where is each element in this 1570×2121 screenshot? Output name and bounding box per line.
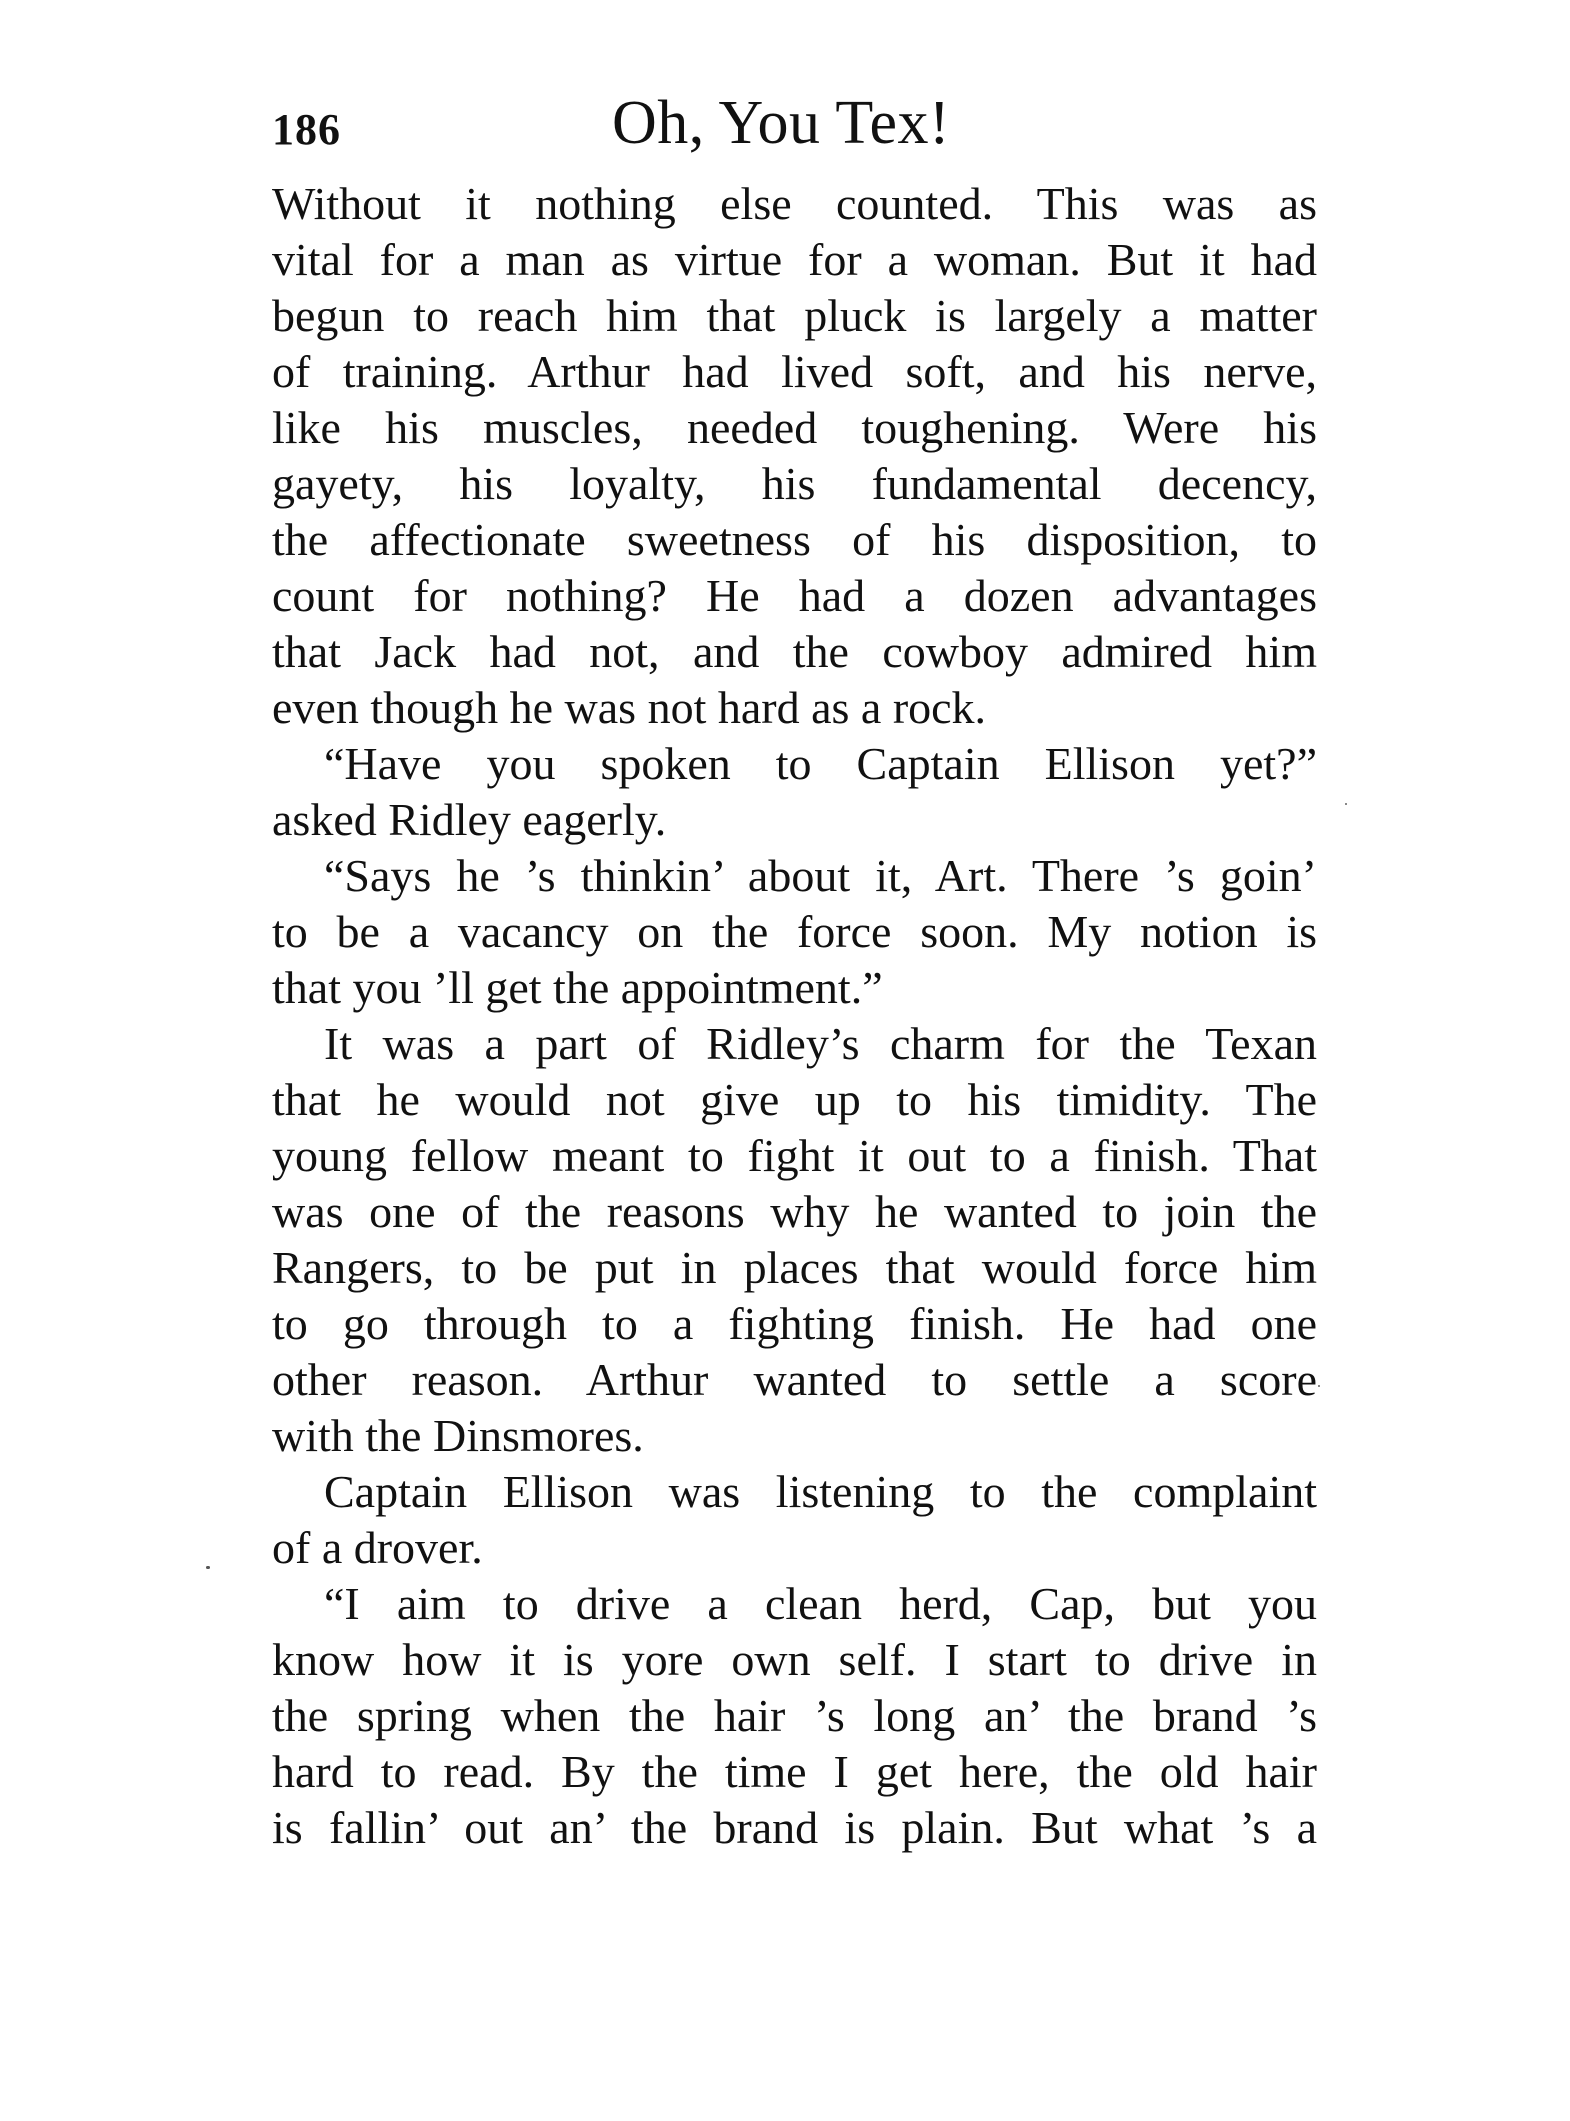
text-line: other reason. Arthur wanted to settle a score bbox=[272, 1354, 1317, 1405]
text-line: of a drover. bbox=[272, 1522, 483, 1573]
text-line: asked Ridley eagerly. bbox=[272, 794, 667, 845]
text-line: “Have you spoken to Captain Ellison yet?” bbox=[324, 738, 1317, 789]
print-speck bbox=[206, 1566, 210, 1569]
text-line: gayety, his loyalty, his fundamental decency, bbox=[272, 458, 1317, 509]
text-line: of training. Arthur had lived soft, and his nerve, bbox=[272, 346, 1317, 397]
text-line: that you ’ll get the appointment.” bbox=[272, 962, 883, 1013]
text-line: know how it is yore own self. I start to drive in bbox=[272, 1634, 1317, 1685]
text-line: even though he was not hard as a rock. bbox=[272, 682, 987, 733]
text-line: It was a part of Ridley’s charm for the Texan bbox=[324, 1018, 1317, 1069]
print-speck bbox=[1318, 1385, 1320, 1387]
text-line: to be a vacancy on the force soon. My notion is bbox=[272, 906, 1317, 957]
text-line: “Says he ’s thinkin’ about it, Art. There ’s goin’ bbox=[324, 850, 1317, 901]
text-line: to go through to a fighting finish. He had one bbox=[272, 1298, 1317, 1349]
text-line: young fellow meant to fight it out to a finish. That bbox=[272, 1130, 1317, 1181]
text-line: with the Dinsmores. bbox=[272, 1410, 644, 1461]
text-line: “I aim to drive a clean herd, Cap, but you bbox=[324, 1578, 1317, 1629]
text-line: Captain Ellison was listening to the complaint bbox=[324, 1466, 1317, 1517]
text-line: that Jack had not, and the cowboy admired him bbox=[272, 626, 1317, 677]
text-line: is fallin’ out an’ the brand is plain. But what ’s a bbox=[272, 1802, 1317, 1853]
text-line: was one of the reasons why he wanted to join the bbox=[272, 1186, 1317, 1237]
text-line: like his muscles, needed toughening. Were his bbox=[272, 402, 1317, 453]
text-line: count for nothing? He had a dozen advantages bbox=[272, 570, 1317, 621]
text-line: Without it nothing else counted. This was as bbox=[272, 178, 1317, 229]
text-line: the affectionate sweetness of his disposition, to bbox=[272, 514, 1317, 565]
text-line: begun to reach him that pluck is largely a matter bbox=[272, 290, 1317, 341]
text-line: Rangers, to be put in places that would force him bbox=[272, 1242, 1317, 1293]
print-speck bbox=[1345, 803, 1347, 805]
text-line: the spring when the hair ’s long an’ the brand ’s bbox=[272, 1690, 1317, 1741]
text-line: hard to read. By the time I get here, the old hair bbox=[272, 1746, 1317, 1797]
running-head bbox=[272, 88, 1317, 168]
running-title: Oh, You Tex! bbox=[612, 89, 951, 157]
body-text bbox=[272, 176, 1317, 1856]
page-number: 186 bbox=[272, 105, 341, 154]
text-line: vital for a man as virtue for a woman. But it had bbox=[272, 234, 1317, 285]
text-line: that he would not give up to his timidity. The bbox=[272, 1074, 1317, 1125]
